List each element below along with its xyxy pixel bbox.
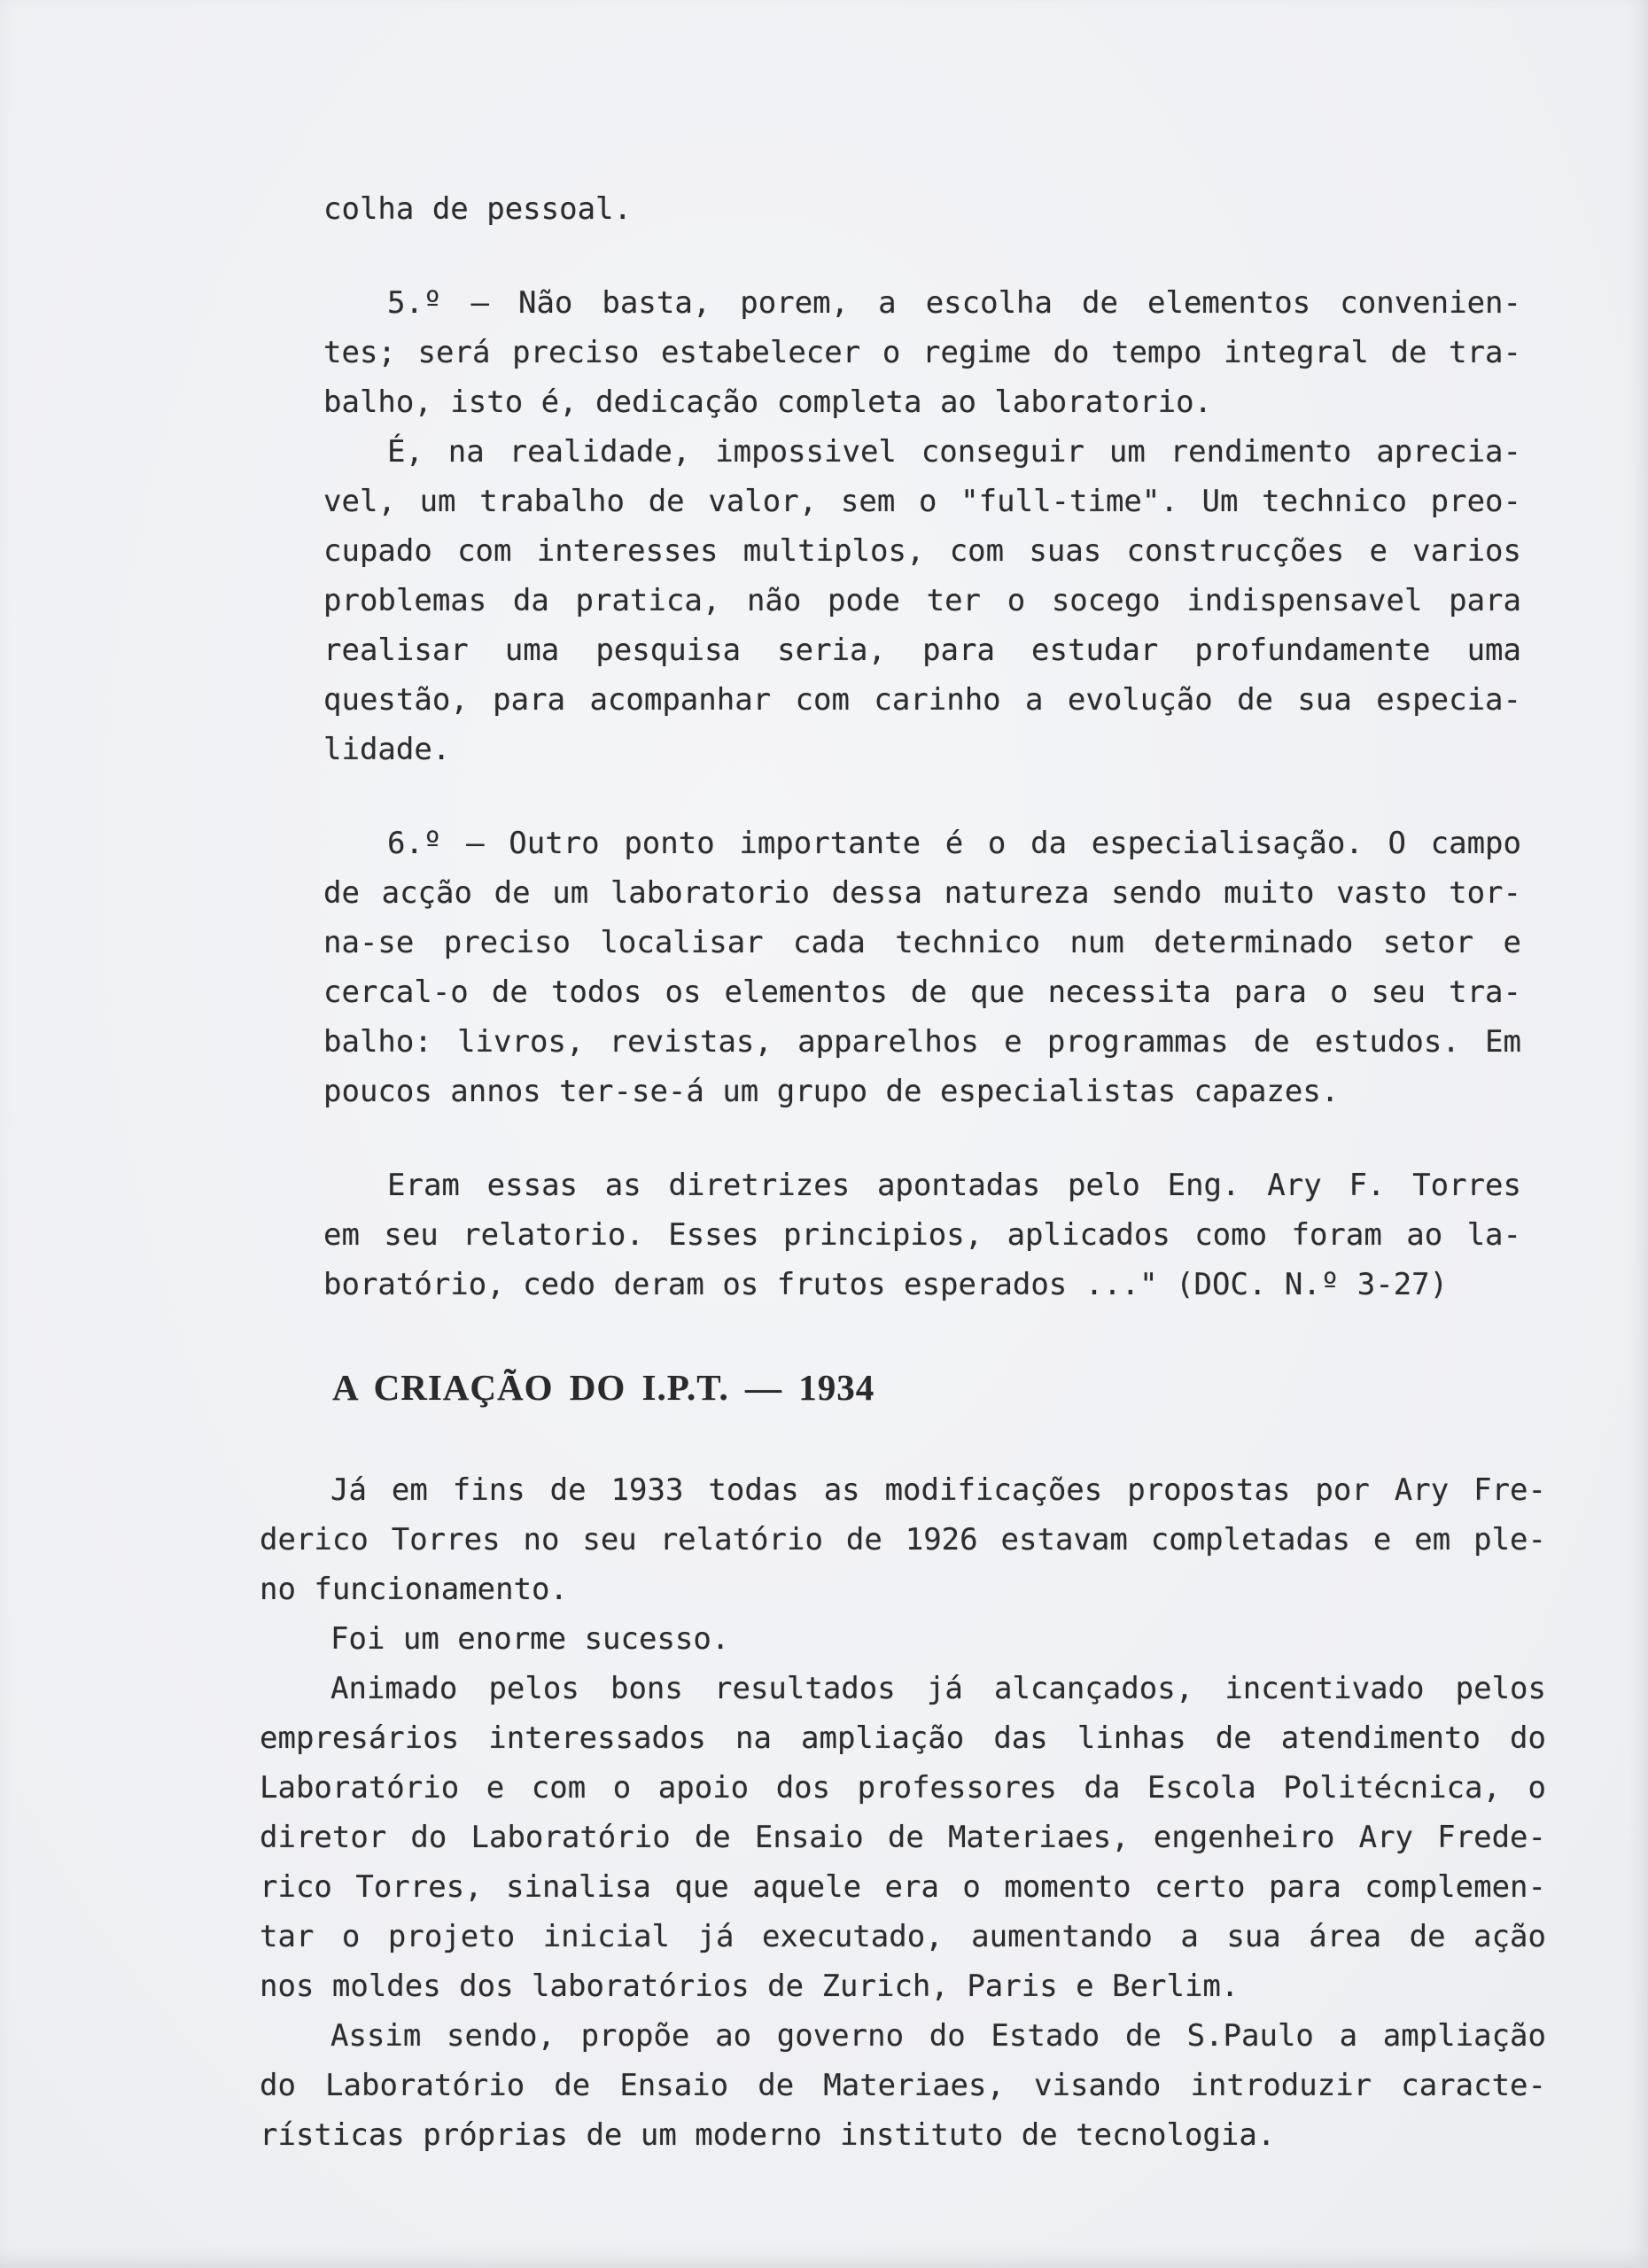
paragraph bbox=[323, 278, 1521, 427]
paragraph bbox=[323, 819, 1521, 1116]
text-line: É, na realidade, impossivel conseguir um rendimento aprecia- bbox=[387, 434, 1521, 470]
text-line: questão, para acompanhar com carinho a evolução de sua especia- bbox=[323, 682, 1521, 718]
text-line: Laboratório e com o apoio dos professores da Escola Politécnica, o bbox=[260, 1770, 1546, 1806]
text-line: rico Torres, sinalisa que aquele era o momento certo para complemen- bbox=[260, 1869, 1546, 1905]
quoted-report-section bbox=[323, 184, 1521, 1309]
text-line: 5.º — Não basta, porem, a escolha de elementos convenien- bbox=[387, 285, 1521, 321]
text-line: poucos annos ter-se-á um grupo de especialistas capazes. bbox=[323, 1074, 1340, 1109]
text-line: do Laboratório de Ensaio de Materiaes, visando introduzir caracte- bbox=[260, 2068, 1546, 2103]
paragraph bbox=[260, 2011, 1546, 2160]
text-line: nos moldes dos laboratórios de Zurich, Paris e Berlim. bbox=[260, 1969, 1240, 2004]
text-line: problemas da pratica, não pode ter o socego indispensavel para bbox=[323, 583, 1521, 618]
text-line: Animado pelos bons resultados já alcançados, incentivado pelos bbox=[330, 1671, 1546, 1706]
text-line: balho, isto é, dedicação completa ao laboratorio. bbox=[323, 384, 1213, 420]
text-line: cercal-o de todos os elementos de que necessita para o seu tra- bbox=[323, 975, 1521, 1010]
text-line: Eram essas as diretrizes apontadas pelo Eng. Ary F. Torres bbox=[387, 1168, 1521, 1203]
text-line: Já em fins de 1933 todas as modificações propostas por Ary Fre- bbox=[330, 1472, 1546, 1508]
text-line: na-se preciso localisar cada technico num determinado setor e bbox=[323, 925, 1521, 960]
text-line: tar o projeto inicial já executado, aumentando a sua área de ação bbox=[260, 1919, 1546, 1954]
text-line: colha de pessoal. bbox=[323, 191, 632, 227]
paragraph bbox=[260, 1664, 1546, 2011]
section-heading: A CRIAÇÃO DO I.P.T. — 1934 bbox=[332, 1367, 875, 1408]
text-line: em seu relatorio. Esses principios, aplicados como foram ao la- bbox=[323, 1217, 1521, 1253]
text-line: balho: livros, revistas, apparelhos e programmas de estudos. Em bbox=[323, 1024, 1521, 1060]
text-line: lidade. bbox=[323, 732, 451, 767]
text-line: derico Torres no seu relatório de 1926 estavam completadas e em ple- bbox=[260, 1522, 1546, 1557]
paragraph bbox=[323, 1161, 1521, 1309]
text-line: empresários interessados na ampliação das linhas de atendimento do bbox=[260, 1720, 1546, 1756]
text-line: tes; será preciso estabelecer o regime do tempo integral de tra- bbox=[323, 335, 1521, 370]
text-line: diretor do Laboratório de Ensaio de Materiaes, engenheiro Ary Frede- bbox=[260, 1820, 1546, 1855]
paragraph bbox=[260, 1614, 1546, 1664]
text-line: realisar uma pesquisa seria, para estudar profundamente uma bbox=[323, 633, 1521, 668]
paragraph bbox=[323, 427, 1521, 774]
text-line: rísticas próprias de um moderno instituto de tecnologia. bbox=[260, 2117, 1276, 2153]
body-text-section bbox=[260, 1465, 1546, 2160]
text-line: cupado com interesses multiplos, com suas construcções e varios bbox=[323, 533, 1521, 569]
text-line: boratório, cedo deram os frutos esperados ..." (DOC. N.º 3-27) bbox=[323, 1267, 1449, 1302]
text-line: Foi um enorme sucesso. bbox=[330, 1621, 730, 1657]
paragraph bbox=[260, 1465, 1546, 1614]
paragraph bbox=[323, 184, 1521, 234]
text-line: de acção de um laboratorio dessa natureza sendo muito vasto tor- bbox=[323, 875, 1521, 911]
text-line: Assim sendo, propõe ao governo do Estado de S.Paulo a ampliação bbox=[330, 2018, 1546, 2054]
text-line: vel, um trabalho de valor, sem o "full-time". Um technico preo- bbox=[323, 484, 1521, 519]
text-line: 6.º — Outro ponto importante é o da especialisação. O campo bbox=[387, 826, 1521, 861]
text-line: no funcionamento. bbox=[260, 1572, 568, 1607]
